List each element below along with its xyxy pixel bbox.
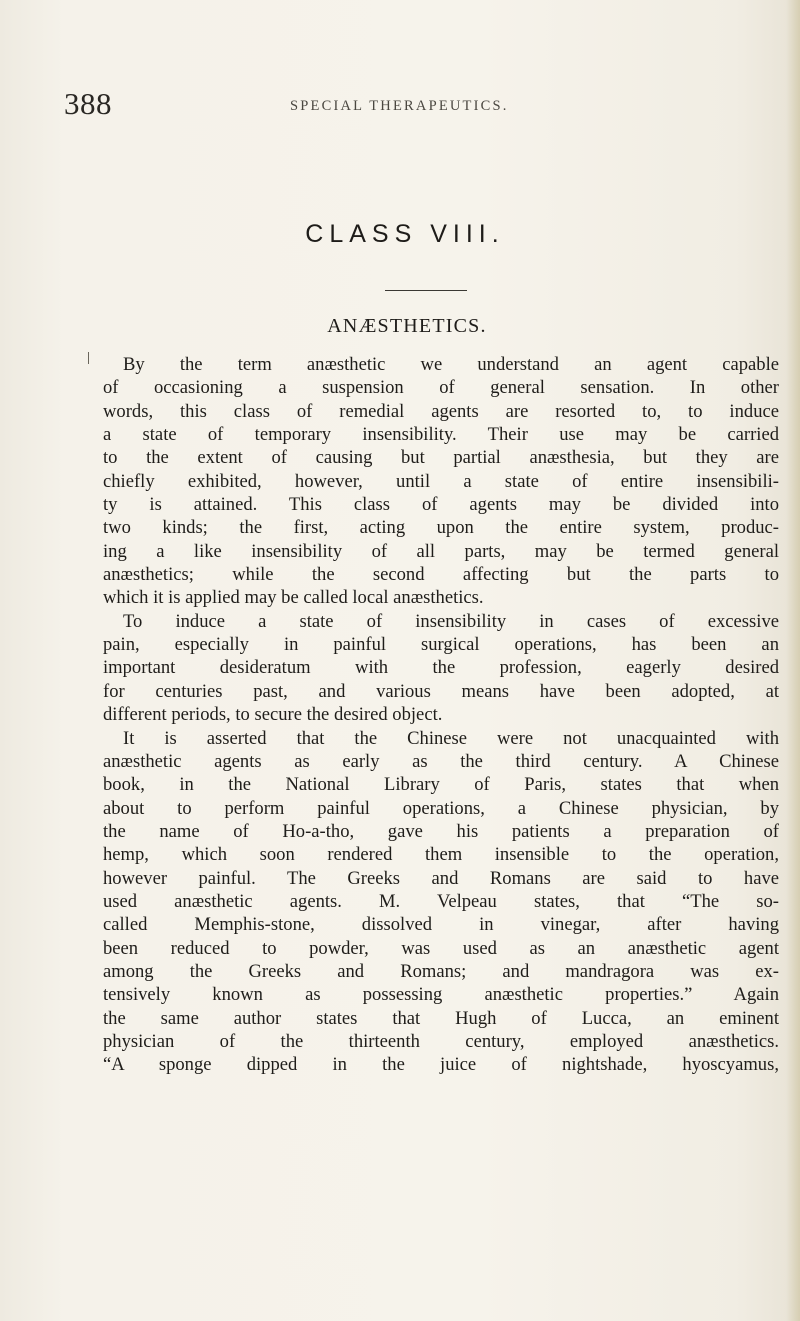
text-line: To induce a state of insensibility in cases of excessive [123, 610, 779, 632]
text-line: which it is applied may be called local anæsthetics. [103, 587, 484, 609]
text-line: ing a like insensibility of all parts, may be termed general [103, 540, 779, 562]
margin-mark [88, 352, 89, 364]
running-title: SPECIAL THERAPEUTICS. [290, 98, 509, 114]
text-line: called Memphis-stone, dissolved in vinegar, after having [103, 914, 779, 936]
text-line: of occasioning a suspension of general sensation. In other [103, 377, 779, 399]
class-heading: CLASS VIII. [305, 220, 505, 248]
text-line: different periods, to secure the desired object. [103, 704, 443, 726]
text-line: about to perform painful operations, a Chinese physician, by [103, 797, 779, 819]
text-line: however painful. The Greeks and Romans are said to have [103, 867, 779, 889]
text-line: physician of the thirteenth century, employed anæsthetics. [103, 1030, 779, 1052]
text-line: By the term anæsthetic we understand an agent capable [123, 354, 779, 375]
text-line: pain, especially in painful surgical operations, has been an [103, 634, 779, 656]
text-line: to the extent of causing but partial anæsthesia, but they are [103, 447, 779, 469]
text-line: ty is attained. This class of agents may be divided into [103, 494, 779, 516]
page-edge-shadow [786, 0, 800, 1321]
text-line: a state of temporary insensibility. Their use may be carried [103, 424, 779, 446]
page-number: 388 [64, 86, 112, 121]
text-line: two kinds; the first, acting upon the entire system, produc- [103, 517, 779, 539]
text-line: anæsthetics; while the second affecting but the parts to [103, 564, 779, 586]
text-line: words, this class of remedial agents are resorted to, to induce [103, 400, 779, 422]
heading-rule [385, 290, 467, 291]
text-line: been reduced to powder, was used as an anæsthetic agent [103, 937, 779, 959]
text-line: tensively known as possessing anæsthetic properties.” Again [103, 984, 779, 1006]
text-line: book, in the National Library of Paris, states that when [103, 774, 779, 796]
text-line: the same author states that Hugh of Lucca, an eminent [103, 1007, 779, 1029]
text-line: hemp, which soon rendered them insensible to the operation, [103, 844, 779, 866]
text-line: among the Greeks and Romans; and mandragora was ex- [103, 960, 779, 982]
text-line: anæsthetic agents as early as the third century. A Chinese [103, 750, 779, 772]
running-head [64, 86, 760, 126]
text-line: It is asserted that the Chinese were not unacquainted with [123, 727, 779, 749]
section-title: ANÆSTHETICS. [327, 315, 487, 337]
text-line: “A sponge dipped in the juice of nightshade, hyoscyamus, [103, 1054, 779, 1076]
text-line: important desideratum with the profession, eagerly desired [103, 657, 779, 679]
text-line: for centuries past, and various means have been adopted, at [103, 680, 779, 702]
text-line: used anæsthetic agents. M. Velpeau states, that “The so- [103, 890, 779, 912]
text-line: chiefly exhibited, however, until a state of entire insensibili- [103, 470, 779, 492]
body-text [103, 353, 779, 1077]
text-line: the name of Ho-a-tho, gave his patients a preparation of [103, 820, 779, 842]
